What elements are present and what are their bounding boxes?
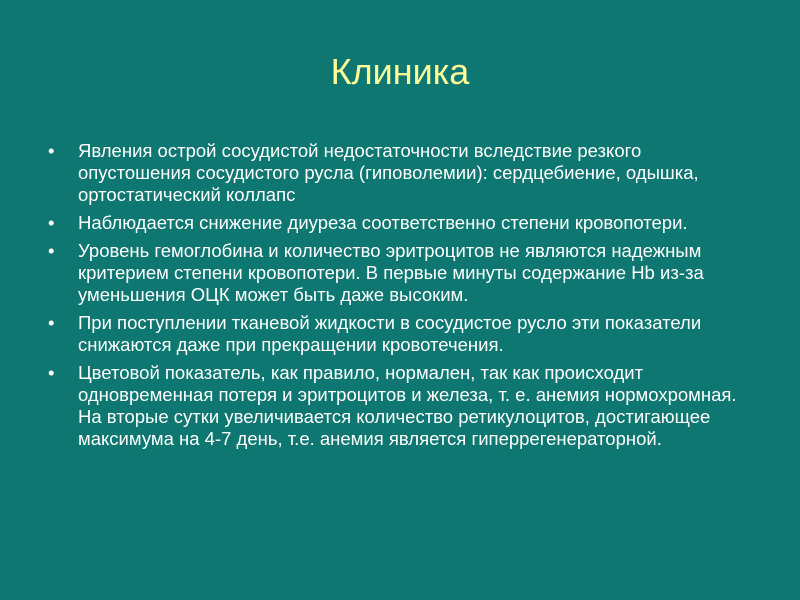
bullet-marker: • bbox=[48, 312, 55, 333]
bullet-item bbox=[48, 212, 758, 234]
bullet-list bbox=[48, 140, 758, 456]
slide-title: Клиника bbox=[330, 51, 470, 92]
bullet-item bbox=[48, 140, 758, 206]
bullet-text: Цветовой показатель, как правило, нормален, так как происходит одновременная потеря и эритроцитов и железа, т. е. анемия нормохромная. На вторые сутки увеличивается количество ретикулоцитов, достигающее максимума на 4-7 день, т.е. анемия является гиперрегенераторной. bbox=[78, 362, 737, 449]
bullet-item bbox=[48, 362, 758, 450]
bullet-text: Явления острой сосудистой недостаточности вследствие резкого опустошения сосудистого русла (гиповолемии): сердцебиение, одышка, ортостатический коллапс bbox=[78, 140, 699, 205]
bullet-item bbox=[48, 240, 758, 306]
bullet-marker: • bbox=[48, 212, 55, 233]
bullet-marker: • bbox=[48, 140, 55, 161]
bullet-text: Уровень гемоглобина и количество эритроцитов не являются надежным критерием степени кровопотери. В первые минуты содержание Нb из-за уменьшения ОЦК может быть даже высоким. bbox=[78, 240, 704, 305]
bullet-item bbox=[48, 312, 758, 356]
bullet-text: При поступлении тканевой жидкости в сосудистое русло эти показатели снижаются даже при прекращении кровотечения. bbox=[78, 312, 702, 355]
bullet-marker: • bbox=[48, 240, 55, 261]
bullet-marker: • bbox=[48, 362, 55, 383]
bullet-text: Наблюдается снижение диуреза соответственно степени кровопотери. bbox=[78, 212, 688, 233]
